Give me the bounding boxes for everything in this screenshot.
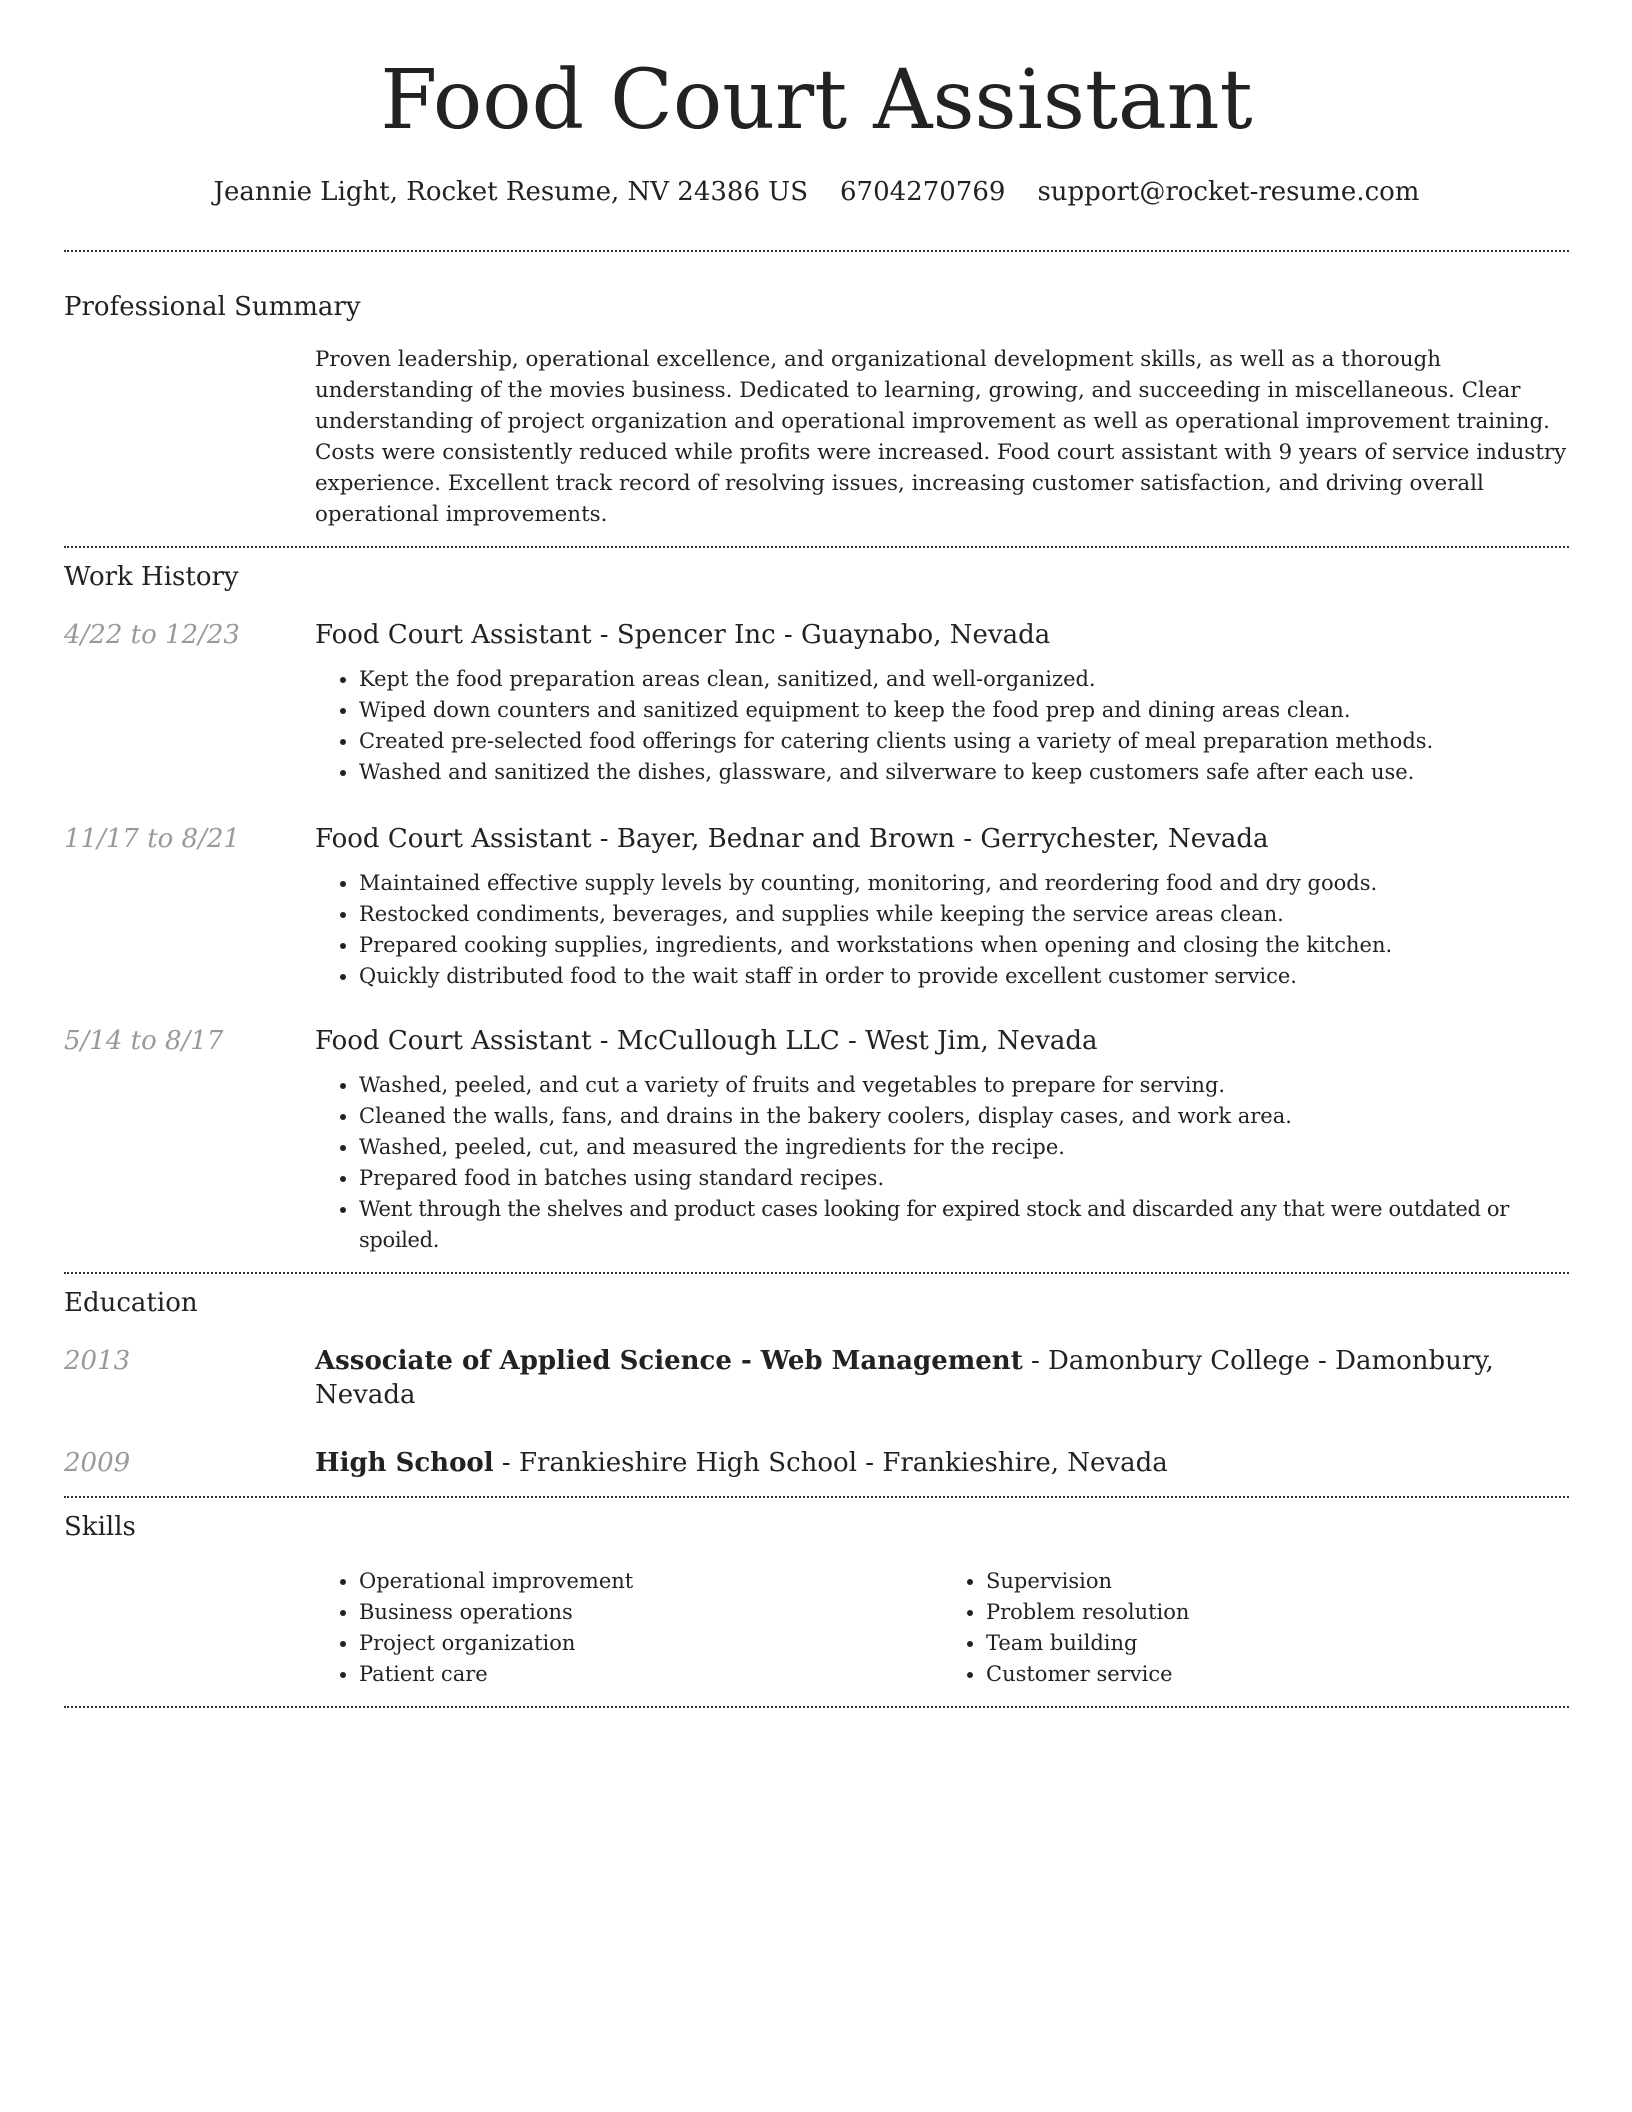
- list-item: • Prepared cooking supplies, ingredients, and workstations when opening and closing the kitchen.: [359, 930, 1569, 961]
- contact-line: [64, 172, 1569, 212]
- list-item: • Project organization: [359, 1628, 942, 1659]
- list-item: • Business operations: [359, 1597, 942, 1628]
- contact-address: Jeannie Light, Rocket Resume, NV 24386 US: [213, 177, 809, 207]
- list-item: • Went through the shelves and product cases looking for expired stock and discarded any that were outdated or spoiled.: [359, 1194, 1569, 1256]
- job-title: Food Court Assistant - Spencer Inc - Guaynabo, Nevada: [315, 620, 1051, 650]
- divider: [64, 546, 1569, 548]
- job-title: Food Court Assistant - Bayer, Bednar and Brown - Gerrychester, Nevada: [315, 824, 1269, 854]
- work-history-heading: Work History: [64, 562, 239, 592]
- contact-phone: 6704270769: [840, 177, 1006, 207]
- education-section: [64, 1286, 1569, 1480]
- list-item: • Cleaned the walls, fans, and drains in the bakery coolers, display cases, and work area.: [359, 1101, 1569, 1132]
- job-title: Food Court Assistant - McCullough LLC - West Jim, Nevada: [315, 1026, 1098, 1056]
- job-dates: 11/17 to 8/21: [64, 824, 240, 854]
- list-item: • Restocked condiments, beverages, and supplies while keeping the service areas clean.: [359, 899, 1569, 930]
- list-item: • Wiped down counters and sanitized equipment to keep the food prep and dining areas clean.: [359, 695, 1569, 726]
- degree-name: Associate of Applied Science - Web Management: [315, 1346, 1023, 1376]
- job-bullets: [315, 868, 1569, 992]
- job-entry: [64, 618, 1569, 788]
- list-item: • Kept the food preparation areas clean, sanitized, and well-organized.: [359, 664, 1569, 695]
- divider: [64, 1272, 1569, 1274]
- education-title: [315, 1344, 1569, 1412]
- summary-heading: Professional Summary: [64, 292, 361, 322]
- work-history-section: [64, 560, 1569, 1256]
- summary-section: [64, 290, 1569, 530]
- resume-title: Food Court Assistant: [380, 53, 1253, 148]
- job-dates: 4/22 to 12/23: [64, 620, 240, 650]
- education-year: 2009: [64, 1448, 131, 1478]
- list-item: • Supervision: [986, 1566, 1569, 1597]
- contact-email: support@rocket-resume.com: [1037, 177, 1420, 207]
- summary-text: Proven leadership, operational excellence, and organizational development skills, as well as a thorough understanding of the movies business. Dedicated to learning, growing, and succeeding in miscellaneous. Clear understanding of project organization and operational improvement as well as operational improvement training. Costs were consistently reduced while profits were increased. Food court assistant with 9 years of service industry experience. Excellent track record of resolving issues, increasing customer satisfaction, and driving overall operational improvements.: [315, 347, 1567, 527]
- divider: [64, 1496, 1569, 1498]
- resume-page: [64, 0, 1569, 1708]
- divider: [64, 1706, 1569, 1708]
- list-item: • Patient care: [359, 1659, 942, 1690]
- list-item: • Customer service: [986, 1659, 1569, 1690]
- list-item: • Team building: [986, 1628, 1569, 1659]
- job-entry: [64, 1024, 1569, 1256]
- list-item: • Maintained effective supply levels by counting, monitoring, and reordering food and dry goods.: [359, 868, 1569, 899]
- education-entry: [64, 1344, 1569, 1412]
- list-item: • Problem resolution: [986, 1597, 1569, 1628]
- list-item: • Operational improvement: [359, 1566, 942, 1597]
- list-item: • Washed and sanitized the dishes, glassware, and silverware to keep customers safe after each use.: [359, 757, 1569, 788]
- education-year: 2013: [64, 1346, 131, 1376]
- list-item: • Prepared food in batches using standard recipes.: [359, 1163, 1569, 1194]
- job-dates: 5/14 to 8/17: [64, 1026, 224, 1056]
- job-entry: [64, 822, 1569, 992]
- skills-section: [64, 1510, 1569, 1690]
- education-entry: [64, 1446, 1569, 1480]
- skills-list-left: [315, 1566, 942, 1690]
- list-item: • Quickly distributed food to the wait staff in order to provide excellent customer service.: [359, 961, 1569, 992]
- job-bullets: [315, 664, 1569, 788]
- job-bullets: [315, 1070, 1569, 1256]
- degree-name: High School: [315, 1448, 494, 1478]
- list-item: • Washed, peeled, and cut a variety of fruits and vegetables to prepare for serving.: [359, 1070, 1569, 1101]
- skills-list-right: [942, 1566, 1569, 1690]
- education-heading: Education: [64, 1288, 198, 1318]
- education-title: [315, 1446, 1569, 1480]
- list-item: • Washed, peeled, cut, and measured the ingredients for the recipe.: [359, 1132, 1569, 1163]
- school-name: - Damonbury College - Damonbury, Nevada: [315, 1346, 1494, 1410]
- divider: [64, 250, 1569, 252]
- list-item: • Created pre-selected food offerings for catering clients using a variety of meal preparation methods.: [359, 726, 1569, 757]
- school-name: - Frankieshire High School - Frankieshire, Nevada: [493, 1448, 1168, 1478]
- skills-columns: [315, 1566, 1569, 1690]
- skills-heading: Skills: [64, 1512, 136, 1542]
